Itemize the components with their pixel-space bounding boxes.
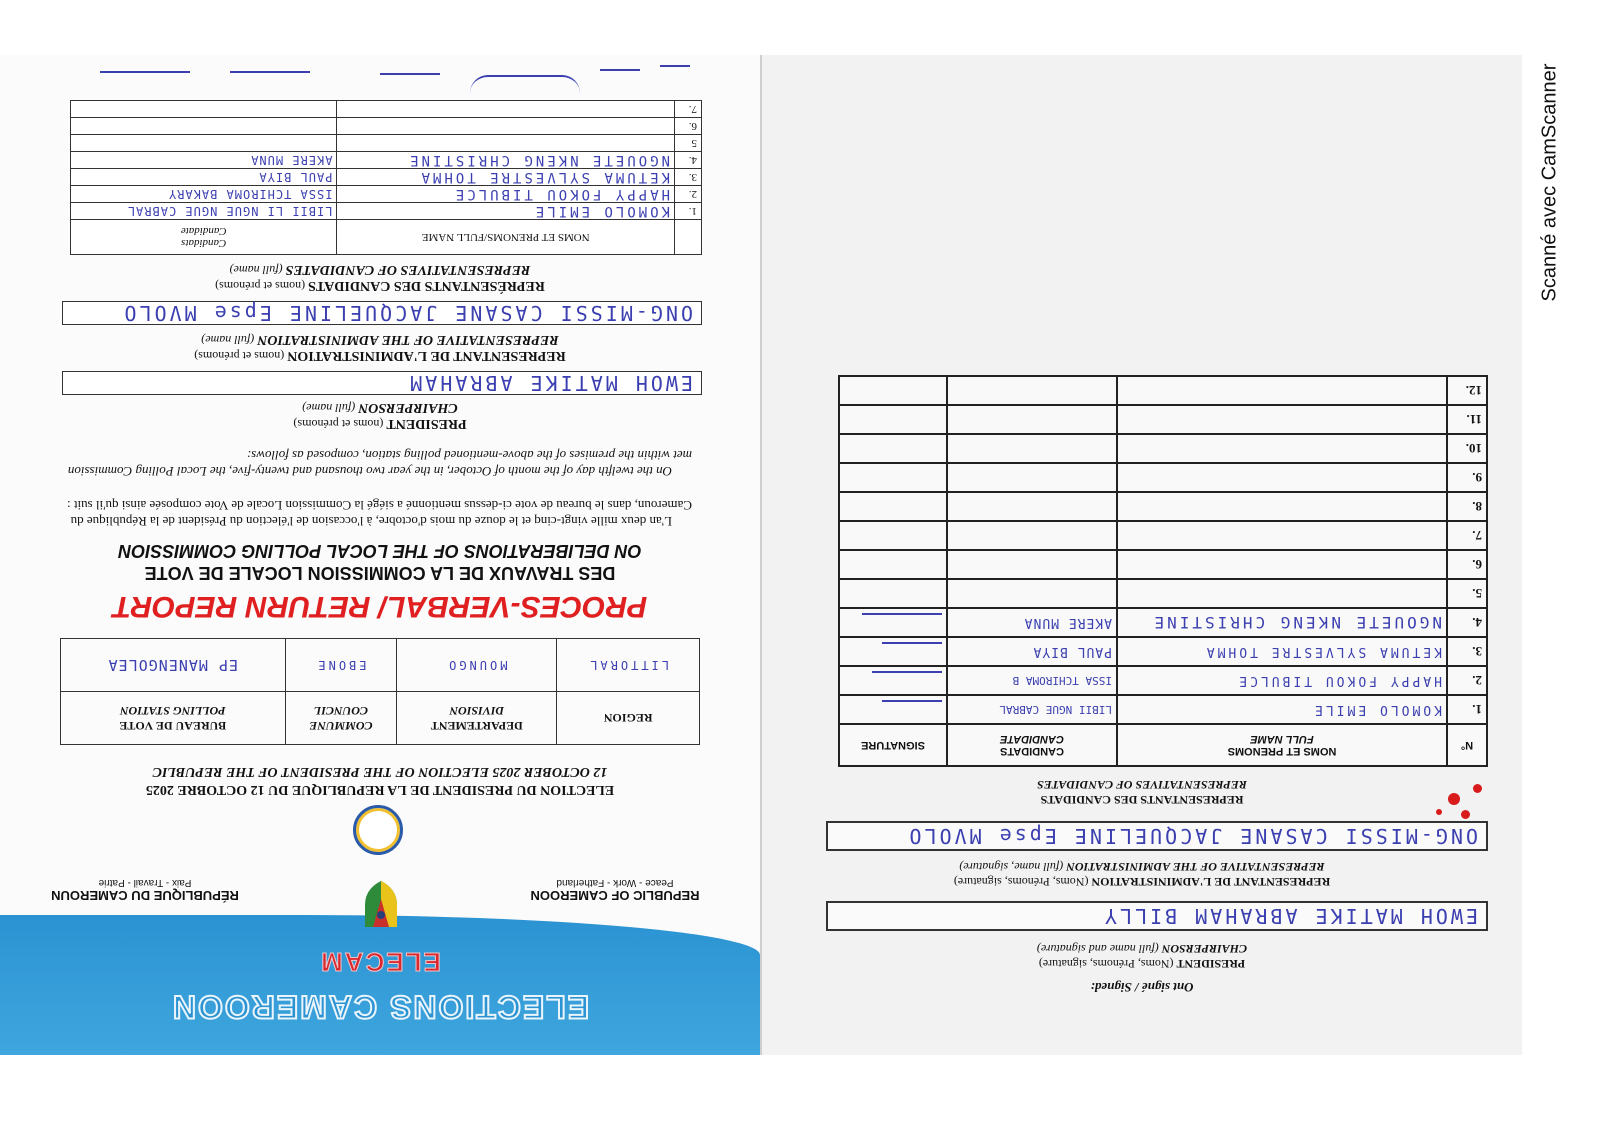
signature-cell <box>839 637 947 666</box>
table-header-row <box>71 220 702 255</box>
table-row: 6. <box>839 550 1487 579</box>
table-row: 4. NGOUETE NKENG CHRISTINE AKERE MUNA <box>71 152 702 169</box>
report-subtitle-fr: DES TRAVAUX DE LA COMMISSION LOCALE DE VOTE <box>144 563 616 583</box>
location-values-row <box>61 639 700 692</box>
admin-rep-name-field: ONG-MISSI CASANE JACQUELINE Epse MVOLO <box>826 821 1488 851</box>
table-row: 2. HAPPY FOKOU TIBULCE ISSA TCHIROMA BAKARY <box>71 186 702 203</box>
intro-paragraph-en: On the twelfth day of the month of October, in the year two thousand and twenty-five, the Local Polling Commission met within the premises of the above-mentioned polling station, composed as follows: <box>67 448 692 479</box>
republic-en: REPUBLIC OF CAMEROON Peace - Work - Fatherland <box>530 877 700 903</box>
ink-stain <box>1461 810 1470 819</box>
president-name-field: EWOH MATIKE ABRAHAM <box>62 371 702 395</box>
table-row: 8. <box>839 492 1487 521</box>
table-row: 1. KOMOLO EMILE LIBII NGUE CABRAL <box>839 695 1487 724</box>
table-row: 5. <box>839 579 1487 608</box>
org-title: ELECTIONS CAMEROON <box>170 989 590 1025</box>
table-row: 10. <box>839 434 1487 463</box>
admin-rep-label: REPRESENTANT DE L'ADMINISTRATION (Noms, Prénoms, signature) REPRESENTATIVE OF THE ADMINISTRATION (full name, signature) <box>953 860 1331 889</box>
elecam-banner <box>0 915 760 1055</box>
table-row: 7. <box>71 101 702 118</box>
candidate-reps-label: REPRÉSENTANTS DES CANDIDATS (noms et prénoms) REPRESENTATIVES OF CANDIDATES (full name) <box>215 262 545 293</box>
signature-mark <box>882 701 942 719</box>
council-value: EBONE <box>285 639 397 692</box>
department-header: DEPARTEMENT DIVISION <box>397 692 557 745</box>
signature-mark <box>600 69 640 87</box>
table-row: 7. <box>839 521 1487 550</box>
signature-mark <box>100 71 190 89</box>
table-row: 9. <box>839 463 1487 492</box>
signed-label: Ont signé / Signed: <box>1090 980 1194 995</box>
signatures-row <box>90 57 690 97</box>
president-label: PRESIDENT (noms et prénoms) CHAIRPERSON (full name) <box>293 400 467 431</box>
admin-rep-label: REPRESENTANT DE L'ADMINISTRATION (noms et prénoms) REPRESENTATIVE OF THE ADMINISTRATION (full name) <box>194 332 566 363</box>
president-label: PRESIDENT (Noms, Prénoms, signature) CHAIRPERSON (full name and signature) <box>1036 942 1248 971</box>
republic-fr: RÉPUBLIQUE DU CAMEROUN Paix - Travail - Patrie <box>51 877 239 903</box>
right-page-rotated-content <box>762 55 1522 1055</box>
signature-mark <box>872 672 942 690</box>
ink-stain <box>1473 784 1482 793</box>
org-acronym: ELECAM <box>319 947 441 977</box>
signature-mark <box>470 75 580 93</box>
region-header: REGION <box>557 692 700 745</box>
location-table <box>60 638 700 745</box>
right-page-scan <box>762 55 1522 1055</box>
table-row: 12. <box>839 376 1487 405</box>
signature-mark <box>230 71 310 89</box>
left-page-rotated-content <box>0 55 760 1055</box>
table-row: 5 <box>71 135 702 152</box>
signature-mark <box>660 65 690 83</box>
report-title: PROCES-VERBAL/ RETURN REPORT <box>112 590 648 623</box>
candidate-reps-signature-table <box>838 375 1488 767</box>
elecam-2025-seal-icon <box>353 805 403 855</box>
ink-stain <box>1436 809 1442 815</box>
coat-of-arms-icon <box>357 879 405 935</box>
report-subtitle-en: ON DELIBERATIONS OF THE LOCAL POLLING COMMISSION <box>118 541 642 561</box>
candidate-reps-label: REPRESENTANTS DES CANDIDATS REPRESENTATIVES OF CANDIDATES <box>1037 778 1247 807</box>
table-row: 2. HAPPY FOKOU TIBULCE ISSA TCHIROMA B <box>839 666 1487 695</box>
table-row: 3. KETUMA SYLVESTRE TOHMA PAUL BIYA <box>71 169 702 186</box>
signature-header: SIGNATURE <box>839 724 947 766</box>
left-page-scan <box>0 55 760 1055</box>
table-row: 6. <box>71 118 702 135</box>
election-title-fr: ELECTION DU PRESIDENT DE LA REPUBLIQUE DU 12 OCTOBRE 2025 <box>145 782 615 797</box>
candidate-reps-table <box>70 100 702 255</box>
president-name-field: EWOH MATIKE ABRAHAM BILLY <box>826 901 1488 931</box>
location-header-row <box>61 692 700 745</box>
signature-cell <box>839 608 947 637</box>
full-name-header: NOMS ET PRENOMS/FULL NAME <box>337 220 675 255</box>
polling-station-value: EP MANENGOLEA <box>61 639 286 692</box>
candidate-header: CANDIDATS CANDIDATE <box>947 724 1117 766</box>
signature-cell <box>839 666 947 695</box>
department-value: MOUNGO <box>397 639 557 692</box>
election-title-en: 12 OCTOBER 2025 ELECTION OF THE PRESIDENT OF THE REPUBLIC <box>152 764 608 779</box>
intro-paragraph-fr: L'an deux mille vingt-cinq et le douze du mois d'octobre, à l'occasion de l'élection du Président de la République du Cameroun, dans le bureau de vote ci-dessus mentionné a siégé la Commission Locale de Vote composée ainsi qu'il suit : <box>66 498 692 529</box>
table-row: 1. KOMOLO EMILE LIBII LI NGUE NGUE CABRAL <box>71 203 702 220</box>
ink-stain <box>1448 793 1460 805</box>
region-value: LITTORAL <box>557 639 700 692</box>
table-header-row: N° NOMS ET PRENOMS FULL NAME CANDIDATS CANDIDATE SIGNATURE <box>839 724 1487 766</box>
table-row: 3. KETUMA SYLVESTRE TOHMA PAUL BIYA <box>839 637 1487 666</box>
table-row: 4. NGOUETE NKENG CHRISTINE AKERE MUNA <box>839 608 1487 637</box>
full-name-header: NOMS ET PRENOMS FULL NAME <box>1117 724 1447 766</box>
signature-mark <box>380 73 440 91</box>
signature-mark <box>862 614 942 632</box>
camscanner-watermark: Scanné avec CamScanner <box>1538 63 1561 302</box>
admin-rep-name-field: ONG-MISSI CASANE JACQUELINE Epse MVOLO <box>62 301 702 325</box>
candidate-header: Candidats Candidate <box>71 220 337 255</box>
signature-cell <box>839 695 947 724</box>
polling-station-header: BUREAU DE VOTE POLLING STATION <box>61 692 286 745</box>
council-header: COMMUNE COUNCIL <box>285 692 397 745</box>
table-row: 11. <box>839 405 1487 434</box>
signature-mark <box>882 643 942 661</box>
